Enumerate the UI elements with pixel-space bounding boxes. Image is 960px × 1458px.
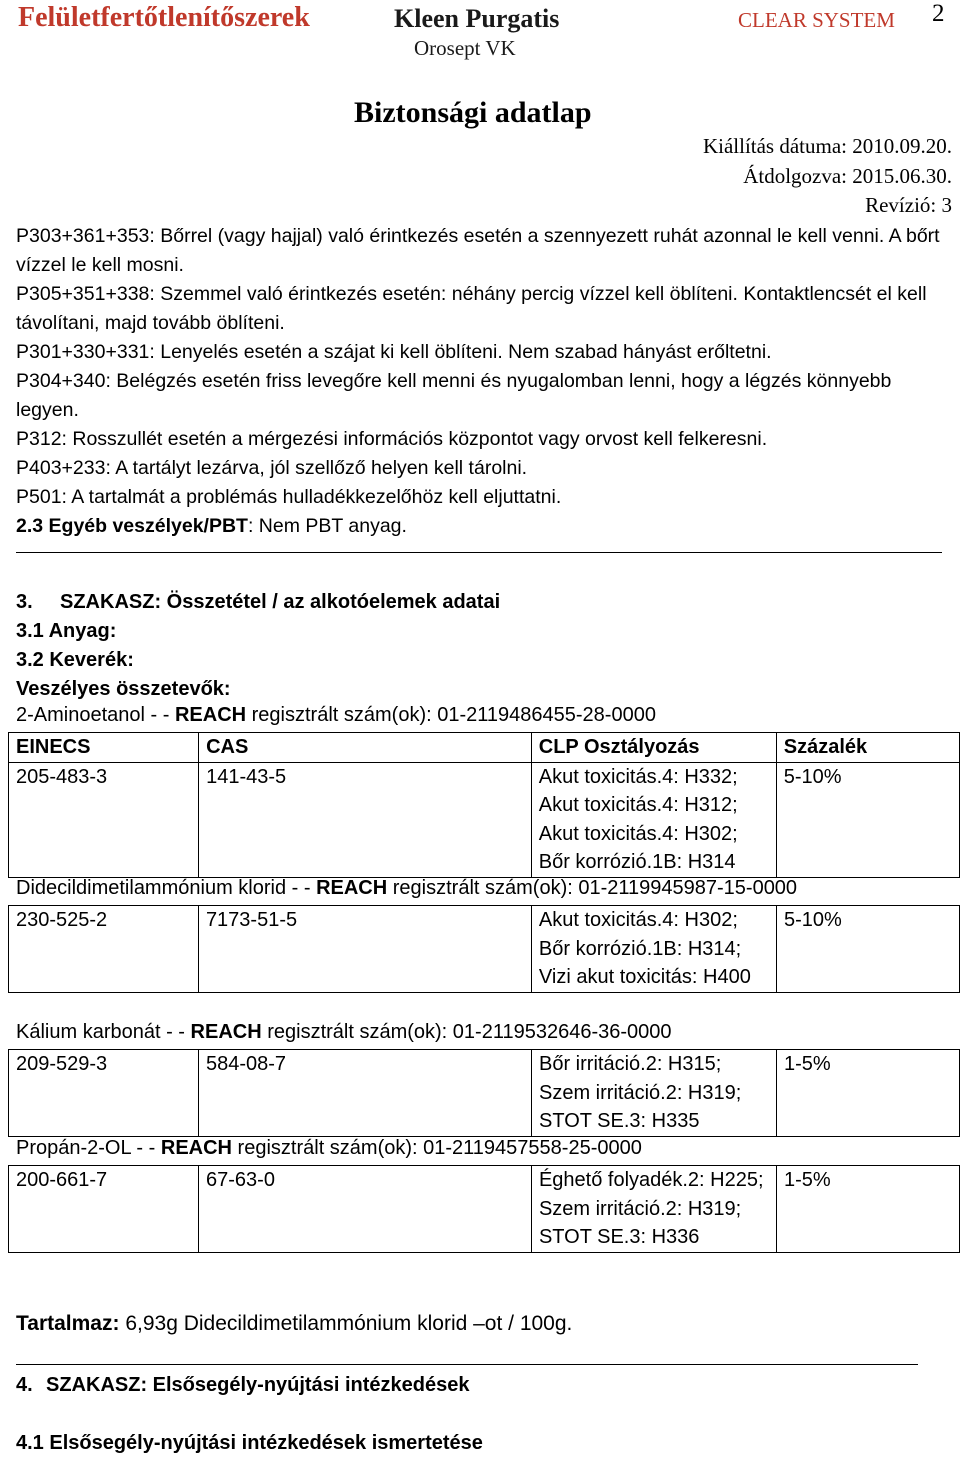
separator: - - xyxy=(286,877,317,899)
reach-number: regisztrált szám(ok): 01-2119945987-15-0000 xyxy=(387,877,798,899)
composition-table-4 xyxy=(8,1165,960,1253)
cell-clp: Bőr irritáció.2: H315; Szem irritáció.2: H319; STOT SE.3: H335 xyxy=(532,1050,777,1137)
col-cas-header: CAS xyxy=(199,733,532,763)
col-clp-header: CLP Osztályozás xyxy=(531,733,776,763)
table-row xyxy=(9,762,960,877)
section3-substance: 3.1 Anyag: xyxy=(16,620,117,642)
section4-subheading: 4.1 Elsősegély-nyújtási intézkedések ismertetése xyxy=(16,1432,483,1454)
cell-clp: Akut toxicitás.4: H332; Akut toxicitás.4: H312; Akut toxicitás.4: H302; Bőr korrózió.1B: H314 xyxy=(531,762,776,877)
cell-cas: 67-63-0 xyxy=(199,1166,532,1253)
section4-number: 4. xyxy=(16,1374,33,1396)
component-name: Kálium karbonát xyxy=(16,1021,161,1043)
section-divider xyxy=(16,1364,918,1365)
col-percent-header: Százalék xyxy=(776,733,959,763)
component-name: Propán-2-OL xyxy=(16,1137,131,1159)
cell-percent: 1-5% xyxy=(776,1050,959,1137)
other-hazards xyxy=(16,512,940,541)
col-einecs-header: EINECS xyxy=(9,733,199,763)
content-label: Tartalmaz: xyxy=(16,1312,120,1335)
reach-label: REACH xyxy=(174,704,247,726)
cell-percent: 5-10% xyxy=(776,906,959,993)
revision-number: Revízió: 3 xyxy=(865,193,952,217)
reach-label: REACH xyxy=(190,1021,262,1043)
page-number: 2 xyxy=(932,0,945,27)
document-title: Biztonsági adatlap xyxy=(354,96,592,129)
separator: - - xyxy=(160,1021,191,1043)
component-name: 2-Aminoetanol xyxy=(16,704,145,726)
other-hazards-text: : Nem PBT anyag. xyxy=(247,515,407,537)
section3-mixture: 3.2 Keverék: xyxy=(16,649,134,671)
component-reach-line xyxy=(16,1137,642,1160)
precaution-p501: P501: A tartalmát a problémás hulladékkezelőhöz kell eljuttatni. xyxy=(16,486,562,508)
cell-clp: Akut toxicitás.4: H302; Bőr korrózió.1B: H314; Vizi akut toxicitás: H400 xyxy=(531,906,776,993)
reach-label: REACH xyxy=(316,877,388,899)
other-hazards-label: 2.3 Egyéb veszélyek/PBT xyxy=(16,515,248,537)
section3-hazardous-components: Veszélyes összetevők: xyxy=(16,678,231,700)
cell-percent: 5-10% xyxy=(776,762,959,877)
precaution-p304: P304+340: Belégzés esetén friss levegőre kell menni és nyugalomban lenni, hogy a légzés könnyebb legyen. xyxy=(16,370,892,421)
component-reach-line xyxy=(16,704,656,727)
cell-cas: 7173-51-5 xyxy=(198,906,531,993)
content-rest: Didecildimetilammónium klorid –ot / 100g. xyxy=(177,1312,573,1335)
cell-cas: 584-08-7 xyxy=(199,1050,532,1137)
composition-table-3 xyxy=(8,1049,960,1137)
section3-number: 3. xyxy=(16,591,33,613)
cell-cas: 141-43-5 xyxy=(199,762,532,877)
section3-heading xyxy=(16,588,500,617)
cell-einecs: 200-661-7 xyxy=(9,1166,199,1253)
separator: - - xyxy=(130,1137,161,1159)
issue-date: Kiállítás dátuma: 2010.09.20. xyxy=(702,134,952,158)
precautionary-statements xyxy=(16,222,940,541)
header-brand: CLEAR SYSTEM xyxy=(738,8,895,32)
precaution-p301: P301+330+331: Lenyelés esetén a szájat ki kell öblíteni. Nem szabad hányást erőltetni. xyxy=(16,341,772,363)
composition-table-2 xyxy=(8,905,960,993)
header-category-title: Felületfertőtlenítőszerek xyxy=(18,2,310,33)
component-name: Didecildimetilammónium klorid xyxy=(16,877,287,899)
table-row xyxy=(9,1166,960,1253)
header-product-name: Kleen Purgatis xyxy=(394,4,560,33)
reach-number: regisztrált szám(ok): 01-2119457558-25-0000 xyxy=(232,1137,642,1159)
separator: - - xyxy=(144,704,175,726)
cell-einecs: 205-483-3 xyxy=(9,762,199,877)
section-divider xyxy=(16,552,942,553)
reach-label: REACH xyxy=(160,1137,232,1159)
cell-einecs: 209-529-3 xyxy=(9,1050,199,1137)
section4-title: SZAKASZ: Elsősegély-nyújtási intézkedések xyxy=(46,1374,470,1396)
content-statement xyxy=(16,1312,572,1336)
precaution-p312: P312: Rosszullét esetén a mérgezési információs központot vagy orvost kell felkeresni. xyxy=(16,428,768,450)
header-product-sub: Orosept VK xyxy=(414,36,516,60)
composition-table-1 xyxy=(8,732,960,878)
component-reach-line xyxy=(16,1021,672,1044)
table-row xyxy=(9,1050,960,1137)
section4-heading xyxy=(16,1371,469,1400)
component-reach-line xyxy=(16,877,797,900)
precaution-p403: P403+233: A tartályt lezárva, jól szellőző helyen kell tárolni. xyxy=(16,457,528,479)
precaution-p303: P303+361+353: Bőrrel (vagy hajjal) való érintkezés esetén a szennyezett ruhát azonnal le kell venni. A bőrt vízzel le kell mosni. xyxy=(16,225,940,276)
revised-date: Átdolgozva: 2015.06.30. xyxy=(743,164,952,188)
cell-clp: Éghető folyadék.2: H225; Szem irritáció.2: H319; STOT SE.3: H336 xyxy=(531,1166,776,1253)
reach-number: regisztrált szám(ok): 01-2119532646-36-0000 xyxy=(261,1021,672,1043)
table-row xyxy=(9,906,960,993)
cell-einecs: 230-525-2 xyxy=(9,906,199,993)
cell-percent: 1-5% xyxy=(777,1166,960,1253)
content-value: 6,93g xyxy=(119,1312,178,1335)
precaution-p305: P305+351+338: Szemmel való érintkezés esetén: néhány percig vízzel kell öblíteni. Kontaktlencsét el kell távolítani, majd tovább öblíteni. xyxy=(16,283,927,334)
section3-title: SZAKASZ: Összetétel / az alkotóelemek adatai xyxy=(60,591,501,613)
reach-number: regisztrált szám(ok): 01-2119486455-28-0000 xyxy=(246,704,656,726)
table-header-row xyxy=(9,733,960,763)
